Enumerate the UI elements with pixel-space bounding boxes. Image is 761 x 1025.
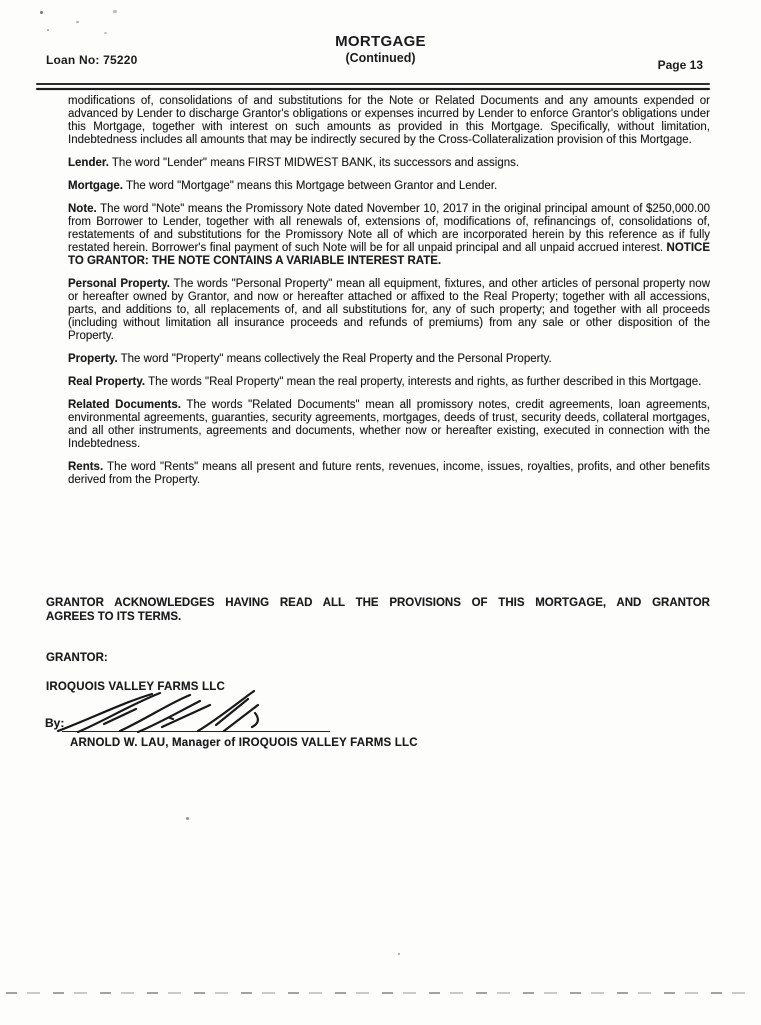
definition-paragraph	[68, 180, 710, 193]
scan-speck	[113, 10, 117, 13]
grantor-label: GRANTOR:	[46, 652, 108, 664]
by-label: By:	[45, 716, 65, 730]
loan-number: Loan No: 75220	[46, 53, 138, 67]
definition-text: The words "Personal Property" mean all equipment, fixtures, and other articles of personal property now or hereafter owned by Grantor, and now or hereafter attached or affixed to the Real Property; together with all accessions, parts, and additions to, all replacements of, and all substitutions for, any of such property; and together with all proceeds (including without limitation all insurance proceeds and refunds of premiums) from any sale or other disposition of the Property.	[68, 278, 711, 342]
title-block	[0, 33, 761, 65]
definition-paragraph	[68, 376, 710, 389]
scan-speck	[40, 11, 43, 14]
definition-text: The word "Lender" means FIRST MIDWEST BANK, its successors and assigns.	[111, 157, 520, 169]
scan-speck	[47, 29, 49, 31]
scan-speck	[398, 953, 400, 955]
document-subtitle: (Continued)	[345, 51, 416, 65]
handwritten-signature-icon	[52, 687, 282, 735]
definition-term: Note.	[68, 203, 97, 215]
definition-text: The word "Note" means the Promissory Note dated November 10, 2017 in the original principal amount of $250,000.00 from Borrower to Lender, together with all renewals of, extensions of, modifications of, refinancings of, consolidations of, restatements of and substitutions for the Promissory Note all of which are incorporated herein by this reference as if fully restated herein. Borrower's final payment of such Note will be for all unpaid principal and all unpaid accrued interest.	[68, 203, 710, 254]
definition-paragraph	[68, 353, 710, 366]
definition-term: Real Property.	[68, 376, 146, 388]
definition-bold-suffix: NOTICE TO GRANTOR: THE NOTE CONTAINS A VARIABLE INTEREST RATE.	[68, 242, 710, 267]
scan-speck	[186, 817, 189, 820]
document-title: MORTGAGE	[335, 33, 426, 50]
signer-name: ARNOLD W. LAU, Manager of IROQUOIS VALLEY FARMS LLC	[70, 737, 418, 749]
page-number: Page 13	[657, 58, 703, 72]
definition-paragraph	[68, 95, 710, 147]
scan-artifact-line	[6, 992, 750, 994]
definition-paragraph	[68, 157, 710, 170]
definition-paragraph	[68, 399, 710, 451]
acknowledgment-text	[46, 597, 710, 624]
definition-term: Personal Property.	[68, 278, 170, 290]
definition-term: Lender.	[68, 157, 109, 169]
definition-text: The word "Mortgage" means this Mortgage between Grantor and Lender.	[125, 180, 498, 192]
definition-text: The word "Rents" means all present and future rents, revenues, income, issues, royalties, profits, and other benefits derived from the Property.	[68, 461, 710, 486]
definition-paragraph	[68, 461, 710, 487]
header-divider	[36, 83, 710, 90]
definitions-section	[68, 95, 710, 497]
acknowledgment-line-2: AGREES TO ITS TERMS.	[46, 610, 182, 623]
definition-term: Mortgage.	[68, 180, 123, 192]
definition-term: Rents.	[68, 461, 104, 473]
scan-speck	[76, 21, 79, 23]
definition-term: Property.	[68, 353, 118, 365]
company-name: IROQUOIS VALLEY FARMS LLC	[46, 681, 225, 693]
definition-text: modifications of, consolidations of and substitutions for the Note or Related Documents and any amounts expended or advanced by Lender to discharge Grantor's obligations or expenses incurred by Lender to enforce Grantor's obligations under this Mortgage, together with interest on such amounts as provided in this Mortgage. Specifically, without limitation, Indebtedness includes all amounts that may be indirectly secured by the Cross-Collateralization provision of this Mortgage.	[68, 95, 710, 146]
definition-paragraph	[68, 203, 710, 268]
definition-text: The words "Related Documents" mean all promissory notes, credit agreements, loan agreements, environmental agreements, guaranties, security agreements, mortgages, deeds of trust, security deeds, collateral mortgages, and all other instruments, agreements and documents, whether now or hereafter existing, executed in connection with the Indebtedness.	[68, 399, 710, 450]
definition-term: Related Documents.	[68, 399, 181, 411]
definition-paragraph	[68, 278, 710, 343]
definition-text: The word "Property" means collectively the Real Property and the Personal Property.	[120, 353, 552, 365]
definition-text: The words "Real Property" mean the real property, interests and rights, as further described in this Mortgage.	[148, 376, 702, 388]
acknowledgment-line-1: GRANTOR ACKNOWLEDGES HAVING READ ALL THE PROVISIONS OF THIS MORTGAGE, AND GRANTOR	[46, 597, 710, 609]
